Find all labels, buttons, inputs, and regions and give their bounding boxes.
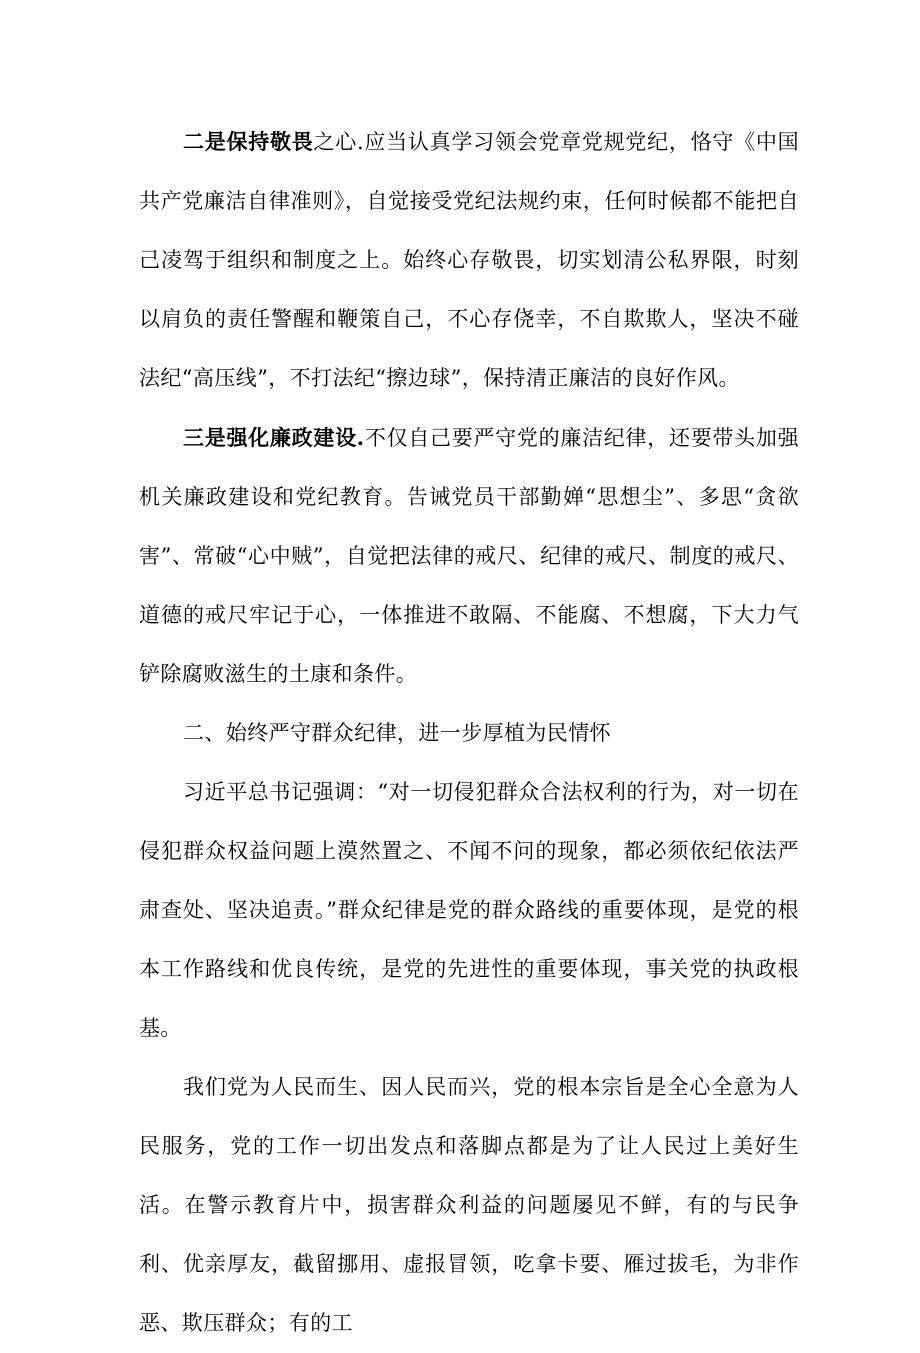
- paragraph-text: 之心.应当认真学习领会党章党规党纪，恪守《中国共产党廉洁自律准则》，自觉接受党纪法规约束，任何时候都不能把自己凌驾于组织和制度之上。始终心存敬畏，切实划清公私界限，时刻以肩负的责任警醒和鞭策自己，不心存侥幸，不自欺欺人，坚决不碰法纪“高压线”，不打法纪“擦边球”，保持清正廉洁的良好作风。: [139, 130, 799, 390]
- document-body: [139, 112, 799, 1353]
- paragraph-lead: 三是强化廉政建设.: [183, 425, 365, 450]
- paragraph-lead: 二是保持敬畏: [183, 129, 314, 154]
- paragraph-people: [139, 1058, 799, 1353]
- paragraph-text: 习近平总书记强调：“对一切侵犯群众合法权利的行为，对一切在侵犯群众权益问题上漠然置之、不闻不问的现象，都必须依纪依法严肃查处、坚决追责。”群众纪律是党的群众路线的重要体现，是党的根本工作路线和优良传统，是党的先进性的重要体现，事关党的执政根基。: [139, 780, 799, 1040]
- paragraph-text: 不仅自己要严守党的廉洁纪律，还要带头加强机关廉政建设和党纪教育。告诫党员干部勤婵“思想尘”、多思“贪欲害”、常破“心中贼”，自觉把法律的戒尺、纪律的戒尺、制度的戒尺、道德的戒尺牢记于心，一体推进不敢隔、不能腐、不想腐，下大力气铲除腐败滋生的土康和条件。: [139, 426, 799, 686]
- section-heading-text: 二、始终严守群众纪律，进一步厚植为民情怀: [183, 721, 611, 745]
- paragraph-maintain-awe: [139, 112, 799, 408]
- paragraph-quote: [139, 763, 799, 1058]
- section-heading: [139, 704, 799, 763]
- paragraph-clean-governance: [139, 408, 799, 704]
- paragraph-text: 我们党为人民而生、因人民而兴，党的根本宗旨是全心全意为人民服务，党的工作一切出发点和落脚点都是为了让人民过上美好生活。在警示教育片中，损害群众利益的问题屡见不鲜，有的与民争利、优亲厚友，截留挪用、虚报冒领，吃拿卡要、雁过拔毛，为非作恶、欺压群众；有的工: [139, 1075, 799, 1335]
